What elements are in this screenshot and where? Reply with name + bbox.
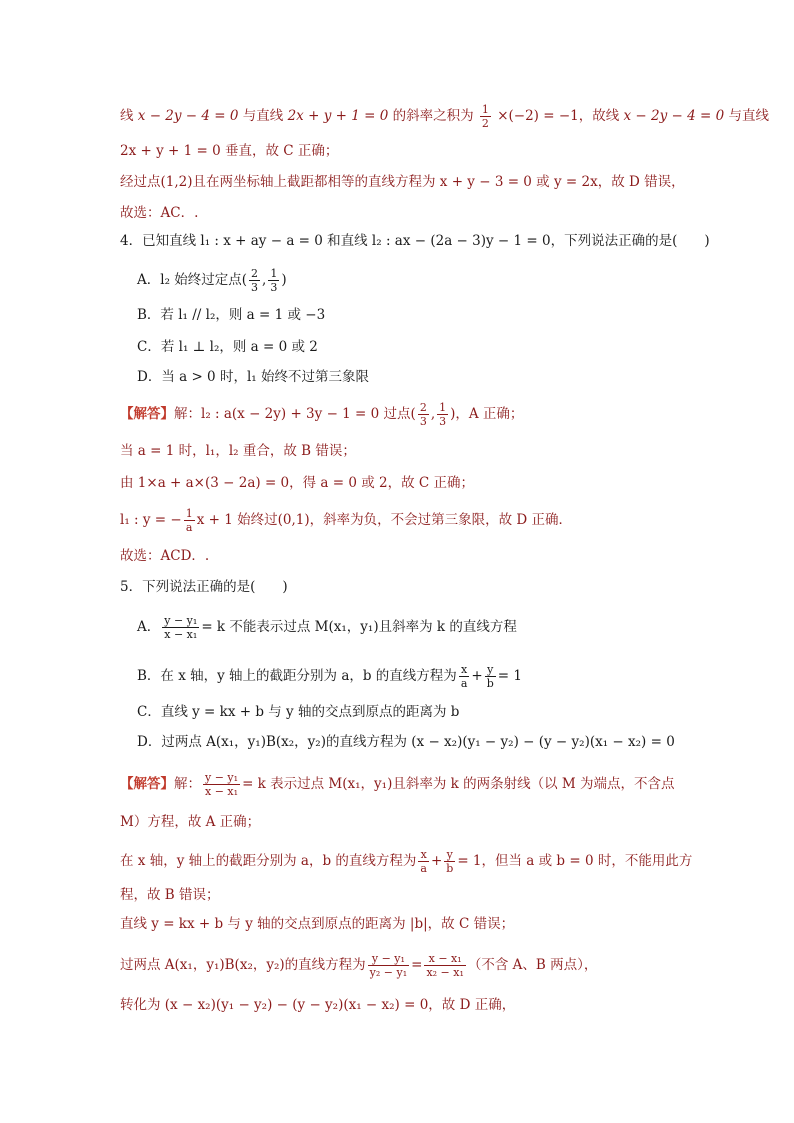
option-a: A．l₂ 始终过定点( $\frac{2}{3}$ , $\frac{1}{3}$ ) (137, 267, 287, 294)
equation: 2x + y + 1 = 0 (287, 108, 389, 124)
equation: x − 2y − 4 = 0 (137, 108, 239, 124)
text-line: M）方程，故 A 正确； (120, 814, 261, 830)
text: ×(−2) = −1，故线 (497, 108, 620, 124)
fraction: $\frac{\text{x − x₁}}{\text{x₂ − x₁}}$ (426, 952, 464, 979)
text: 与直线 (242, 108, 284, 124)
fraction: $\frac{1}{3}$ (439, 401, 447, 428)
text-line: 转化为 (x − x₂)(y₁ − y₂) − (y − y₂)(x₁ − x₂) = 0，故 D 正确， (120, 997, 516, 1013)
option-b: B．在 x 轴，y 轴上的截距分别为 a，b 的直线方程为 $\frac{x}{a}$ + $\frac{y}{b}$ = 1 (137, 663, 522, 690)
option-b: B．若 l₁ // l₂，则 a = 1 或 −3 (137, 307, 326, 323)
fraction: $\frac{1}{2}$ (481, 103, 489, 130)
text: 的斜率之积为 (392, 108, 474, 124)
question-5: 5．下列说法正确的是( ) (120, 579, 288, 595)
option-c: C．直线 y = kx + b 与 y 轴的交点到原点的距离为 b (137, 704, 460, 720)
fraction: $\frac{x}{a}$ (460, 663, 468, 690)
fraction: $\frac{y}{b}$ (486, 663, 494, 690)
text-line: 2x + y + 1 = 0 垂直，故 C 正确； (120, 143, 339, 159)
fraction: $\frac{\text{y − y₁}}{\text{x − x₁}}$ (205, 771, 239, 798)
answer-tag: 【解答】 (120, 406, 174, 422)
text-line: 直线 y = kx + b 与 y 轴的交点到原点的距离为 |b|，故 C 错误； (120, 916, 515, 932)
text-line (120, 103, 769, 130)
option-a: A． $\frac{\text{y − y₁}}{\text{x − x₁}}$ = k 不能表示过点 M(x₁，y₁)且斜率为 k 的直线方程 (137, 614, 517, 641)
option-c: C．若 l₁ ⊥ l₂，则 a = 0 或 2 (137, 339, 318, 355)
question-4: 4．已知直线 l₁ : x + ay − a = 0 和直线 l₂ : ax − (2a − 3)y − 1 = 0，下列说法正确的是( ) (120, 233, 710, 249)
fraction: $\frac{1}{a}$ (185, 507, 193, 534)
text: 与直线 (728, 108, 770, 124)
fraction: $\frac{\text{y − y₁}}{\text{y₂ − y₁}}$ (369, 952, 408, 979)
fraction: $\frac{1}{3}$ (270, 267, 278, 294)
option-d: D．当 a > 0 时，l₁ 始终不过第三象限 (137, 369, 369, 385)
text-line: 故选：AC．. (120, 205, 199, 221)
answer-4-line: 【解答】解：l₂ : a(x − 2y) + 3y − 1 = 0 过点( $\frac{2}{3}$ , $\frac{1}{3}$ )，A 正确； (120, 401, 524, 428)
fraction: $\frac{2}{3}$ (251, 267, 259, 294)
text-line: 程，故 B 错误； (120, 887, 220, 903)
fraction: $\frac{y}{b}$ (446, 848, 454, 875)
equation: x − 2y − 4 = 0 (623, 108, 725, 124)
text-line: 经过点(1,2)且在两坐标轴上截距都相等的直线方程为 x + y − 3 = 0 或 y = 2x，故 D 错误， (120, 174, 685, 190)
answer-tag: 【解答】 (120, 776, 174, 792)
text-line: 由 1×a + a×(3 − 2a) = 0，得 a = 0 或 2，故 C 正确； (120, 475, 475, 491)
answer-5-line: 【解答】解： $\frac{\text{y − y₁}}{\text{x − x₁}}$ = k 表示过点 M(x₁，y₁)且斜率为 k 的两条射线（以 M 为端点，不含点 (120, 771, 675, 798)
fraction: $\frac{\text{y − y₁}}{\text{x − x₁}}$ (164, 614, 198, 641)
text-line: 故选：ACD．. (120, 548, 210, 564)
text: 线 (120, 108, 134, 124)
fraction: $\frac{x}{a}$ (420, 848, 427, 875)
fraction: $\frac{2}{3}$ (419, 401, 427, 428)
option-d: D．过两点 A(x₁，y₁)B(x₂，y₂)的直线方程为 (x − x₂)(y₁ − y₂) − (y − y₂)(x₁ − x₂) = 0 (137, 734, 675, 750)
text-line: 在 x 轴，y 轴上的截距分别为 a，b 的直线方程为 $\frac{x}{a}$ + $\frac{y}{b}$ = 1，但当 a 或 b = 0 时，不能用此方 (120, 848, 693, 875)
text-line: 当 a = 1 时，l₁，l₂ 重合，故 B 错误； (120, 443, 356, 459)
text-line: l₁ : y = − $\frac{1}{a}$ x + 1 始终过(0,1)，斜率为负，不会过第三象限，故 D 正确． (120, 507, 572, 534)
text-line: 过两点 A(x₁，y₁)B(x₂，y₂)的直线方程为 $\frac{\text{y − y₁}}{\text{y₂ − y₁}}$ = $\frac{\text{x − x₁}}{\text{x₂ − x₁}}$ （不含 A、B 两点）， (120, 952, 598, 979)
